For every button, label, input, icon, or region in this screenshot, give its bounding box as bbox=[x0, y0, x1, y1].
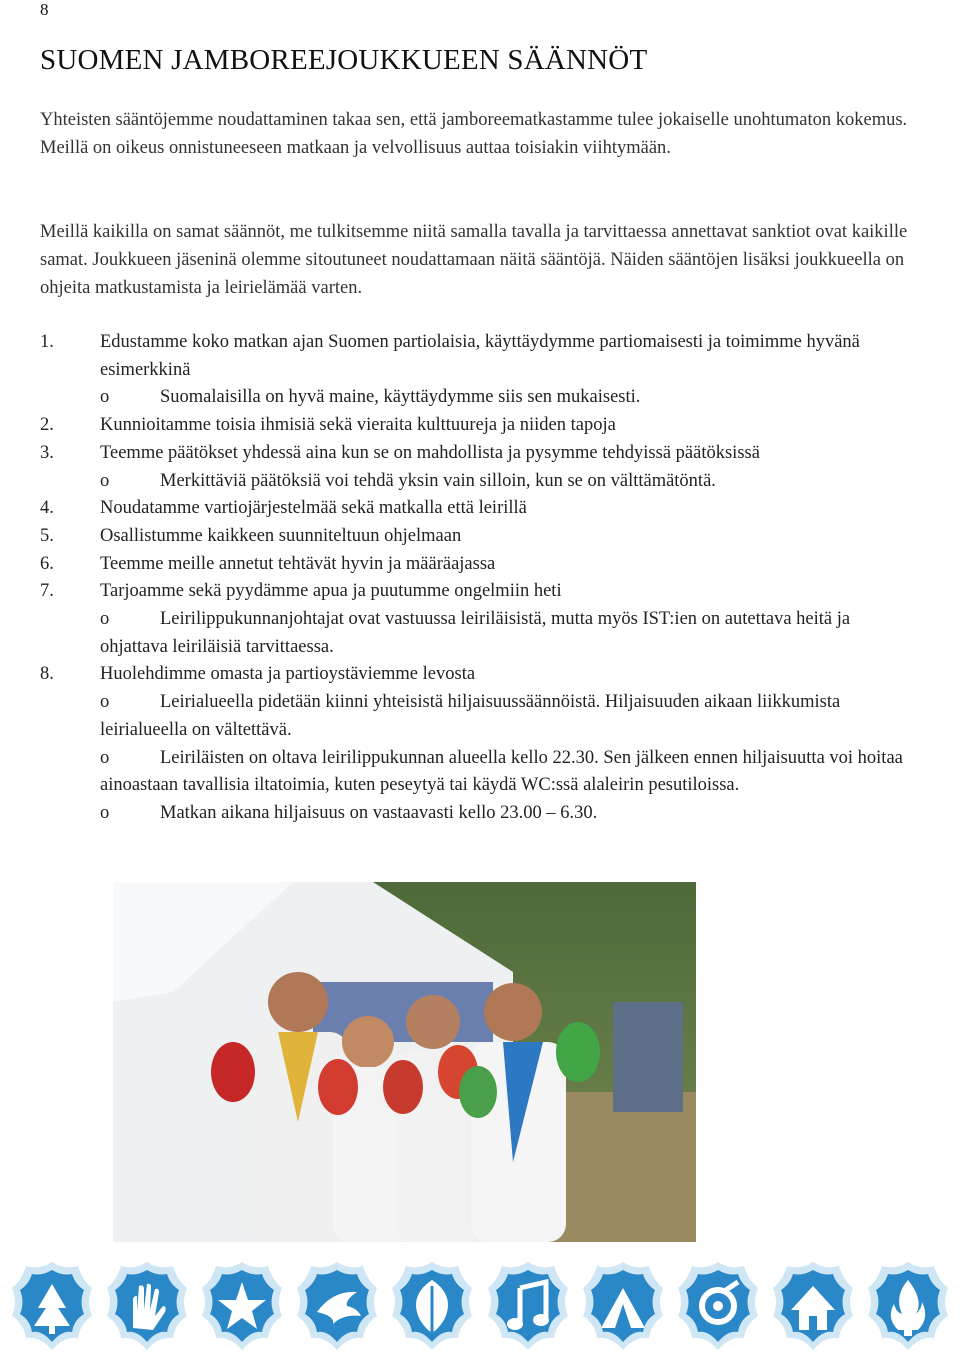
rule-sub-item bbox=[40, 606, 920, 661]
rule-item bbox=[40, 495, 920, 523]
sub-bullet: o bbox=[100, 387, 110, 408]
scouts-photo bbox=[113, 882, 696, 1242]
tent-icon bbox=[579, 1256, 667, 1356]
music-icon bbox=[484, 1256, 572, 1356]
rule-sub-item bbox=[40, 468, 920, 496]
sub-bullet: o bbox=[100, 802, 110, 823]
shield-icon bbox=[674, 1256, 762, 1356]
rule-number: 6. bbox=[40, 553, 54, 574]
star-icon bbox=[198, 1256, 286, 1356]
sub-bullet: o bbox=[100, 747, 110, 768]
sub-bullet: o bbox=[100, 692, 110, 713]
rule-number: 8. bbox=[40, 664, 54, 685]
rule-text: Kunnioitamme toisia ihmisiä sekä vieraita kulttuureja ja niiden tapoja bbox=[100, 415, 616, 436]
rule-item bbox=[40, 440, 920, 468]
rule-sub-item bbox=[40, 384, 920, 412]
rule-sub-text: Merkittäviä päätöksiä voi tehdä yksin vain silloin, kun se on välttämätöntä. bbox=[160, 470, 716, 491]
rule-text: Teemme meille annetut tehtävät hyvin ja määräajassa bbox=[100, 553, 496, 574]
rules-list bbox=[40, 329, 920, 828]
rule-item bbox=[40, 329, 920, 384]
rule-text: Tarjoamme sekä pyydämme apua ja puutumme ongelmiin heti bbox=[100, 581, 562, 602]
rule-item bbox=[40, 578, 920, 606]
rule-sub-item bbox=[40, 689, 920, 744]
rule-item bbox=[40, 551, 920, 579]
page-number: 8 bbox=[40, 0, 49, 19]
rule-item bbox=[40, 523, 920, 551]
leaf-icon bbox=[388, 1256, 476, 1356]
flame-icon bbox=[864, 1256, 952, 1356]
rule-number: 3. bbox=[40, 442, 54, 463]
rule-number: 7. bbox=[40, 581, 54, 602]
hand-icon bbox=[103, 1256, 191, 1356]
rule-number: 2. bbox=[40, 415, 54, 436]
house-icon bbox=[769, 1256, 857, 1356]
rule-sub-text: Leirialueella pidetään kiinni yhteisistä hiljaisuussäännöistä. Hiljaisuuden aikaan liikkumista leirialueella on vältettävä. bbox=[100, 692, 841, 740]
rule-item bbox=[40, 661, 920, 689]
rule-number: 1. bbox=[40, 332, 54, 352]
rule-sub-item bbox=[40, 745, 920, 800]
rule-sub-text: Leiriläisten on oltava leirilippukunnan alueella kello 22.30. Sen jälkeen ennen hiljaisuutta voi hoitaa ainoastaan tavallisia iltatoimia, kuten peseytyä tai käydä WC:ssä alaleirin pesutiloissa. bbox=[100, 747, 903, 796]
rule-number: 5. bbox=[40, 525, 54, 546]
rule-sub-text: Matkan aikana hiljaisuus on vastaavasti kello 23.00 – 6.30. bbox=[160, 802, 598, 823]
intro-paragraph-1: Yhteisten sääntöjemme noudattaminen takaa sen, että jamboreematkastamme tulee jokaiselle unohtumaton kokemus. Meillä on oikeus onnistuneeseen matkaan ja velvollisuus auttaa toisiakin viihtymään. bbox=[40, 110, 908, 158]
rule-item bbox=[40, 412, 920, 440]
rule-text: Noudatamme vartiojärjestelmää sekä matkalla että leirillä bbox=[100, 498, 527, 519]
rule-sub-text: Leirilippukunnanjohtajat ovat vastuussa leiriläisistä, mutta myös IST:ien on autettava heitä ja ohjattava leiriläisiä tarvittaessa. bbox=[100, 609, 851, 657]
intro-paragraph-2: Meillä kaikilla on samat säännöt, me tulkitsemme niitä samalla tavalla ja tarvittaessa annettavat sanktiot ovat kaikille samat. Joukkueen jäseninä olemme sitoutuneet noudattamaan näitä sääntöjä. Näiden sääntöjen lisäksi joukkueella on ohjeita matkustamista ja leirielämää varten. bbox=[40, 222, 908, 298]
sub-bullet: o bbox=[100, 609, 110, 630]
dove-icon bbox=[293, 1256, 381, 1356]
rule-sub-text: Suomalaisilla on hyvä maine, käyttäydymme siis sen mukaisesti. bbox=[160, 387, 641, 408]
sub-bullet: o bbox=[100, 470, 110, 491]
rule-text: Huolehdimme omasta ja partioystäviemme levosta bbox=[100, 664, 476, 685]
footer-icon-row bbox=[0, 1256, 960, 1356]
rule-text: Teemme päätökset yhdessä aina kun se on mahdollista ja pysymme tehdyissä päätöksissä bbox=[100, 442, 760, 463]
rule-text: Edustamme koko matkan ajan Suomen partiolaisia, käyttäydymme partiomaisesti ja toimimme hyvänä esimerkkinä bbox=[100, 332, 860, 380]
tree-icon bbox=[8, 1256, 96, 1356]
rule-sub-item bbox=[40, 800, 920, 828]
rule-number: 4. bbox=[40, 498, 54, 519]
page-title: SUOMEN JAMBOREEJOUKKUEEN SÄÄNNÖT bbox=[40, 44, 648, 76]
rule-text: Osallistumme kaikkeen suunniteltuun ohjelmaan bbox=[100, 525, 462, 546]
